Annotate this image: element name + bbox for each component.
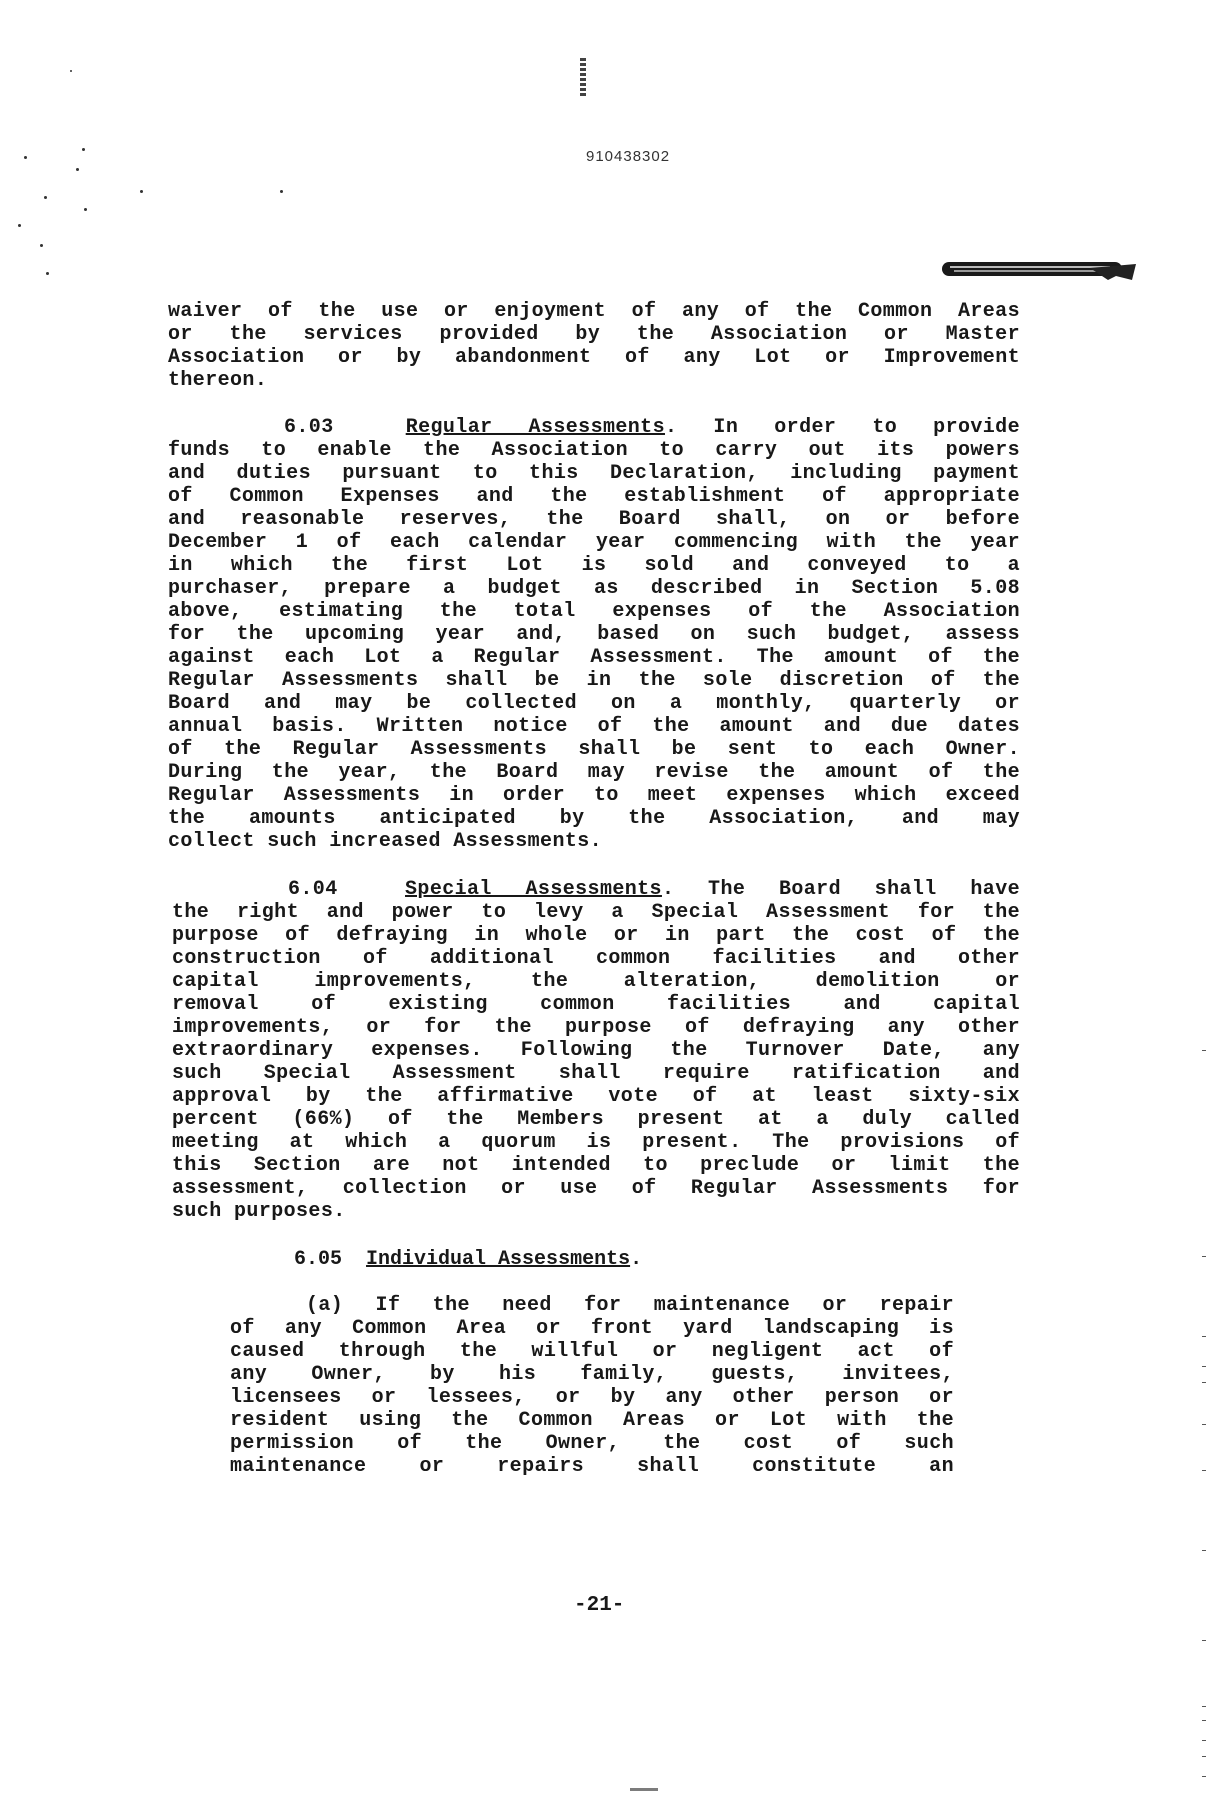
text-line: annual basis. Written notice of the amount and due dates <box>168 715 1020 738</box>
scan-edge-tick <box>1202 1336 1206 1337</box>
text-line: During the year, the Board may revise the amount of the <box>168 761 1020 784</box>
section-heading-line <box>168 416 1020 439</box>
scan-edge-tick <box>1202 1740 1206 1741</box>
section-6-03 <box>168 416 1020 853</box>
section-title-suffix: . <box>630 1248 643 1271</box>
text-line: the amounts anticipated by the Association, and may <box>168 807 1020 830</box>
text-line: resident using the Common Areas or Lot with the <box>230 1409 954 1432</box>
scan-speck <box>24 156 27 159</box>
scan-mark-bottom <box>630 1788 658 1791</box>
text-line: licensees or lessees, or by any other person or <box>230 1386 954 1409</box>
scan-mark-top <box>580 58 586 98</box>
section-number: 6.04 <box>288 878 338 901</box>
text-line: thereon. <box>168 369 268 392</box>
scan-speck <box>18 224 21 227</box>
scan-speck <box>46 272 49 275</box>
section-title: Individual Assessments <box>366 1248 631 1271</box>
text-line: Regular Assessments shall be in the sole discretion of the <box>168 669 1020 692</box>
scan-speck <box>70 70 72 72</box>
text-line: assessment, collection or use of Regular Assessments for <box>172 1177 1020 1200</box>
text-line: capital improvements, the alteration, demolition or <box>172 970 1020 993</box>
text-line: construction of additional common facilities and other <box>172 947 1020 970</box>
scan-edge-tick <box>1202 1776 1206 1777</box>
text-line: purchaser, prepare a budget as described in Section 5.08 <box>168 577 1020 600</box>
scan-edge-tick <box>1202 1550 1206 1551</box>
text-line: Board and may be collected on a monthly, quarterly or <box>168 692 1020 715</box>
section-number: 6.05 <box>294 1248 343 1271</box>
section-first-line-rest: . The Board shall have <box>661 878 1020 901</box>
text-line: such Special Assessment shall require ratification and <box>172 1062 1020 1085</box>
section-title: Regular Assessments <box>405 416 665 439</box>
section-heading-line <box>172 878 1020 901</box>
section-6-04 <box>172 878 1020 1223</box>
section-first-line-rest: . In order to provide <box>664 416 1020 439</box>
text-line: December 1 of each calendar year commencing with the year <box>168 531 1020 554</box>
scan-speck <box>76 168 79 171</box>
text-line: removal of existing common facilities and capital <box>172 993 1020 1016</box>
scan-edge-tick <box>1202 1706 1206 1707</box>
scan-edge-tick <box>1202 1756 1206 1757</box>
scan-edge-tick <box>1202 1256 1206 1257</box>
text-line: approval by the affirmative vote of at least sixty-six <box>172 1085 1020 1108</box>
document-number: 910438302 <box>586 148 671 165</box>
section-number: 6.03 <box>284 416 334 439</box>
scan-speck <box>40 244 43 247</box>
scan-edge-tick <box>1202 1640 1206 1641</box>
text-line: percent (66%) of the Members present at a duly called <box>172 1108 1020 1131</box>
scan-edge-tick <box>1202 1050 1206 1051</box>
text-line: of the Regular Assessments shall be sent to each Owner. <box>168 738 1020 761</box>
recording-stamp <box>940 258 1138 282</box>
text-line: Regular Assessments in order to meet expenses which exceed <box>168 784 1020 807</box>
text-line: extraordinary expenses. Following the Turnover Date, any <box>172 1039 1020 1062</box>
text-line: improvements, or for the purpose of defraying any other <box>172 1016 1020 1039</box>
section-6-05-heading <box>294 1248 642 1271</box>
scan-edge-tick <box>1202 1720 1206 1721</box>
text-line: or the services provided by the Association or Master <box>168 323 1020 346</box>
text-line: maintenance or repairs shall constitute an <box>230 1455 954 1478</box>
text-line: permission of the Owner, the cost of such <box>230 1432 954 1455</box>
scan-edge-tick <box>1202 1366 1206 1367</box>
scan-edge-tick <box>1202 1470 1206 1471</box>
text-line: caused through the willful or negligent act of <box>230 1340 954 1363</box>
page-number: -21- <box>574 1594 625 1617</box>
text-line: of Common Expenses and the establishment of appropriate <box>168 485 1020 508</box>
subsection-first-line: (a) If the need for maintenance or repair <box>306 1294 954 1317</box>
text-line: and duties pursuant to this Declaration, including payment <box>168 462 1020 485</box>
text-line: of any Common Area or front yard landscaping is <box>230 1317 954 1340</box>
text-line: above, estimating the total expenses of the Association <box>168 600 1020 623</box>
text-line: collect such increased Assessments. <box>168 830 603 853</box>
text-line: such purposes. <box>172 1200 346 1223</box>
scan-speck <box>44 196 47 199</box>
scan-speck <box>82 148 85 151</box>
scan-speck <box>280 190 283 193</box>
text-line: against each Lot a Regular Assessment. The amount of the <box>168 646 1020 669</box>
intro-paragraph <box>168 300 1020 392</box>
text-line: waiver of the use or enjoyment of any of the Common Areas <box>168 300 1020 323</box>
scan-speck <box>84 208 87 211</box>
section-title: Special Assessments <box>405 878 662 901</box>
text-line: and reasonable reserves, the Board shall, on or before <box>168 508 1020 531</box>
text-line: any Owner, by his family, guests, invitees, <box>230 1363 954 1386</box>
scan-speck <box>140 190 143 193</box>
text-line: in which the first Lot is sold and conveyed to a <box>168 554 1020 577</box>
scan-edge-tick <box>1202 1424 1206 1425</box>
text-line: meeting at which a quorum is present. The provisions of <box>172 1131 1020 1154</box>
text-line: for the upcoming year and, based on such budget, assess <box>168 623 1020 646</box>
text-line: Association or by abandonment of any Lot or Improvement <box>168 346 1020 369</box>
text-line: purpose of defraying in whole or in part the cost of the <box>172 924 1020 947</box>
scan-edge-tick <box>1202 1382 1206 1383</box>
text-line: this Section are not intended to preclude or limit the <box>172 1154 1020 1177</box>
text-line: the right and power to levy a Special Assessment for the <box>172 901 1020 924</box>
text-line: funds to enable the Association to carry out its powers <box>168 439 1020 462</box>
section-6-05-a <box>230 1294 954 1478</box>
